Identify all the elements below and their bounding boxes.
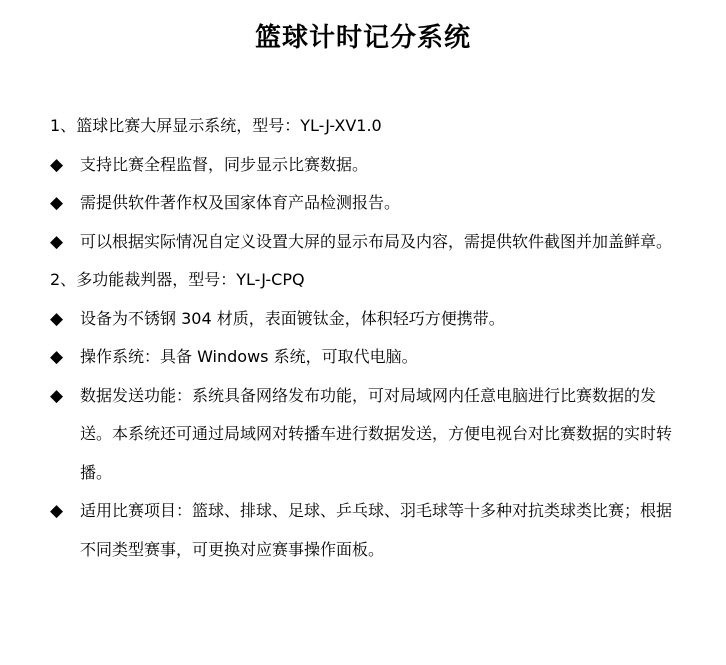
diamond-bullet-icon: ◆ (50, 193, 64, 213)
numbered-item-1 (50, 107, 680, 146)
bullet-item (50, 377, 680, 493)
spec-list (50, 107, 680, 569)
numbered-item-2 (50, 261, 680, 300)
bullet-item (50, 146, 680, 185)
item-text: 篮球比赛大屏显示系统，型号：YL-J-XV1.0 (76, 116, 382, 135)
diamond-bullet-icon: ◆ (50, 231, 64, 252)
bullet-item (50, 223, 680, 262)
item-text: 适用比赛项目：篮球、排球、足球、乒乓球、羽毛球等十多种对抗类球类比赛；根据不同类型赛事，可更换对应赛事操作面板。 (80, 501, 673, 559)
bullet-item (50, 492, 680, 569)
page-title: 篮球计时记分系统 (254, 23, 471, 53)
item-text: 可以根据实际情况自定义设置大屏的显示布局及内容，需提供软件截图并加盖鲜章。 (80, 231, 673, 251)
item-text: 多功能裁判器，型号：YL-J-CPQ (76, 270, 305, 289)
bullet-item (50, 338, 680, 377)
diamond-bullet-icon: ◆ (50, 347, 64, 367)
item-text: 操作系统：具备 Windows 系统，可取代电脑。 (80, 347, 418, 366)
item-text: 需提供软件著作权及国家体育产品检测报告。 (80, 193, 401, 212)
diamond-bullet-icon: ◆ (50, 385, 64, 406)
item-number: 1、 (50, 116, 77, 135)
bullet-item (50, 184, 680, 223)
diamond-bullet-icon: ◆ (50, 154, 64, 175)
diamond-bullet-icon: ◆ (50, 308, 64, 329)
diamond-bullet-icon: ◆ (50, 501, 64, 521)
item-number: 2、 (50, 270, 77, 289)
item-text: 支持比赛全程监督，同步显示比赛数据。 (80, 154, 369, 174)
item-text: 数据发送功能：系统具备网络发布功能，可对局域网内任意电脑进行比赛数据的发送。本系统还可通过局域网对转播车进行数据发送，方便电视台对比赛数据的实时转播。 (80, 385, 673, 482)
item-text: 设备为不锈钢 304 材质，表面镀钛金，体积轻巧方便携带。 (80, 308, 505, 328)
bullet-item (50, 300, 680, 339)
